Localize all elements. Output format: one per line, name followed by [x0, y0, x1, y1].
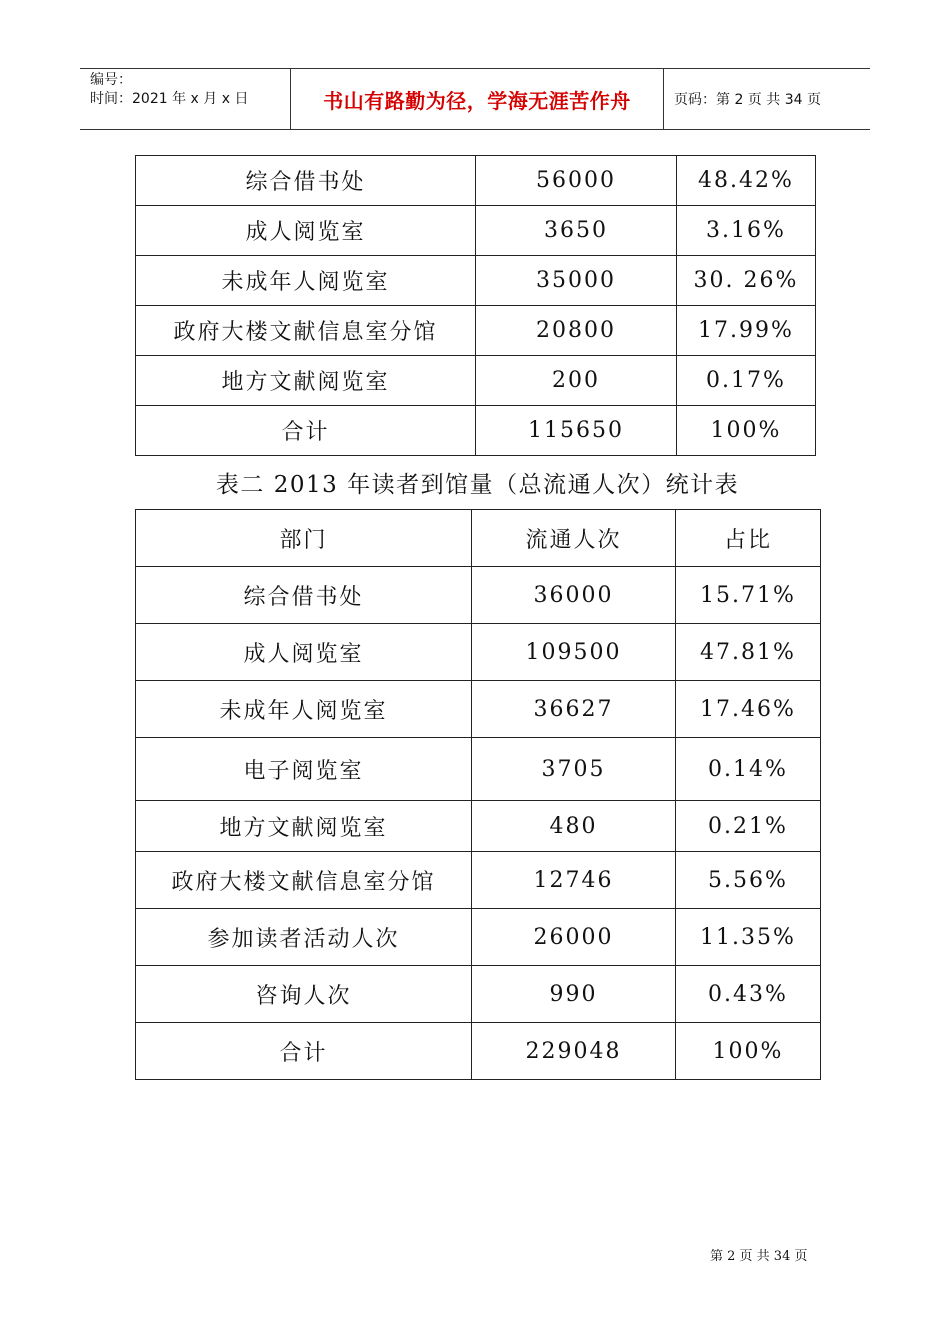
- table-row-total: [136, 406, 816, 456]
- department-cell: 地方文献阅览室: [136, 801, 472, 852]
- table-row: [136, 852, 821, 909]
- number-label: 编号：: [90, 72, 132, 88]
- table-row: [136, 966, 821, 1023]
- table-2-caption: 表二 2013 年读者到馆量（总流通人次）统计表: [215, 472, 740, 498]
- department-cell: 未成年人阅览室: [136, 256, 476, 306]
- column-header: 部门: [136, 510, 472, 567]
- percent-cell: 15.71%: [676, 567, 821, 624]
- count-cell: 990: [472, 966, 676, 1023]
- percent-cell: 48.42%: [677, 156, 816, 206]
- header-motto: 书山有路勤为径，学海无涯苦作舟: [290, 69, 664, 129]
- column-header: 占比: [676, 510, 821, 567]
- count-cell: 3650: [476, 206, 677, 256]
- count-cell: 36000: [472, 567, 676, 624]
- department-cell: 合计: [136, 1023, 472, 1080]
- percent-cell: 0.43%: [676, 966, 821, 1023]
- department-cell: 电子阅览室: [136, 738, 472, 801]
- percent-cell: 100%: [677, 406, 816, 456]
- department-cell: 参加读者活动人次: [136, 909, 472, 966]
- header-meta: [80, 69, 290, 129]
- percent-cell: 3.16%: [677, 206, 816, 256]
- percent-cell: 30. 26%: [677, 256, 816, 306]
- table-row-total: [136, 1023, 821, 1080]
- percent-cell: 0.21%: [676, 801, 821, 852]
- table-row: [136, 738, 821, 801]
- department-cell: 综合借书处: [136, 567, 472, 624]
- table-row: [136, 206, 816, 256]
- percent-cell: 5.56%: [676, 852, 821, 909]
- count-cell: 229048: [472, 1023, 676, 1080]
- department-cell: 成人阅览室: [136, 206, 476, 256]
- table-header-row: [136, 510, 821, 567]
- count-cell: 36627: [472, 681, 676, 738]
- time-label: 时间：2021 年 x 月 x 日: [90, 91, 249, 107]
- department-cell: 咨询人次: [136, 966, 472, 1023]
- table-row: [136, 156, 816, 206]
- count-cell: 56000: [476, 156, 677, 206]
- department-cell: 未成年人阅览室: [136, 681, 472, 738]
- column-header: 流通人次: [472, 510, 676, 567]
- header-page-info: 页码：第 2 页 共 34 页: [674, 92, 821, 108]
- count-cell: 20800: [476, 306, 677, 356]
- count-cell: 12746: [472, 852, 676, 909]
- table-row: [136, 909, 821, 966]
- percent-cell: 100%: [676, 1023, 821, 1080]
- table-row: [136, 356, 816, 406]
- page-header: [80, 68, 870, 130]
- table-row: [136, 801, 821, 852]
- department-cell: 政府大楼文献信息室分馆: [136, 852, 472, 909]
- count-cell: 35000: [476, 256, 677, 306]
- department-cell: 政府大楼文献信息室分馆: [136, 306, 476, 356]
- count-cell: 3705: [472, 738, 676, 801]
- count-cell: 26000: [472, 909, 676, 966]
- table-row: [136, 681, 821, 738]
- percent-cell: 17.46%: [676, 681, 821, 738]
- percent-cell: 11.35%: [676, 909, 821, 966]
- table-row: [136, 624, 821, 681]
- department-cell: 地方文献阅览室: [136, 356, 476, 406]
- table-row: [136, 256, 816, 306]
- department-cell: 合计: [136, 406, 476, 456]
- table-row: [136, 306, 816, 356]
- percent-cell: 47.81%: [676, 624, 821, 681]
- percent-cell: 0.17%: [677, 356, 816, 406]
- circulation-table-2: [135, 509, 821, 1080]
- page-footer: 第 2 页 共 34 页: [710, 1249, 808, 1264]
- count-cell: 109500: [472, 624, 676, 681]
- percent-cell: 0.14%: [676, 738, 821, 801]
- percent-cell: 17.99%: [677, 306, 816, 356]
- table-row: [136, 567, 821, 624]
- count-cell: 115650: [476, 406, 677, 456]
- count-cell: 480: [472, 801, 676, 852]
- department-cell: 综合借书处: [136, 156, 476, 206]
- circulation-table-1: [135, 155, 816, 456]
- count-cell: 200: [476, 356, 677, 406]
- department-cell: 成人阅览室: [136, 624, 472, 681]
